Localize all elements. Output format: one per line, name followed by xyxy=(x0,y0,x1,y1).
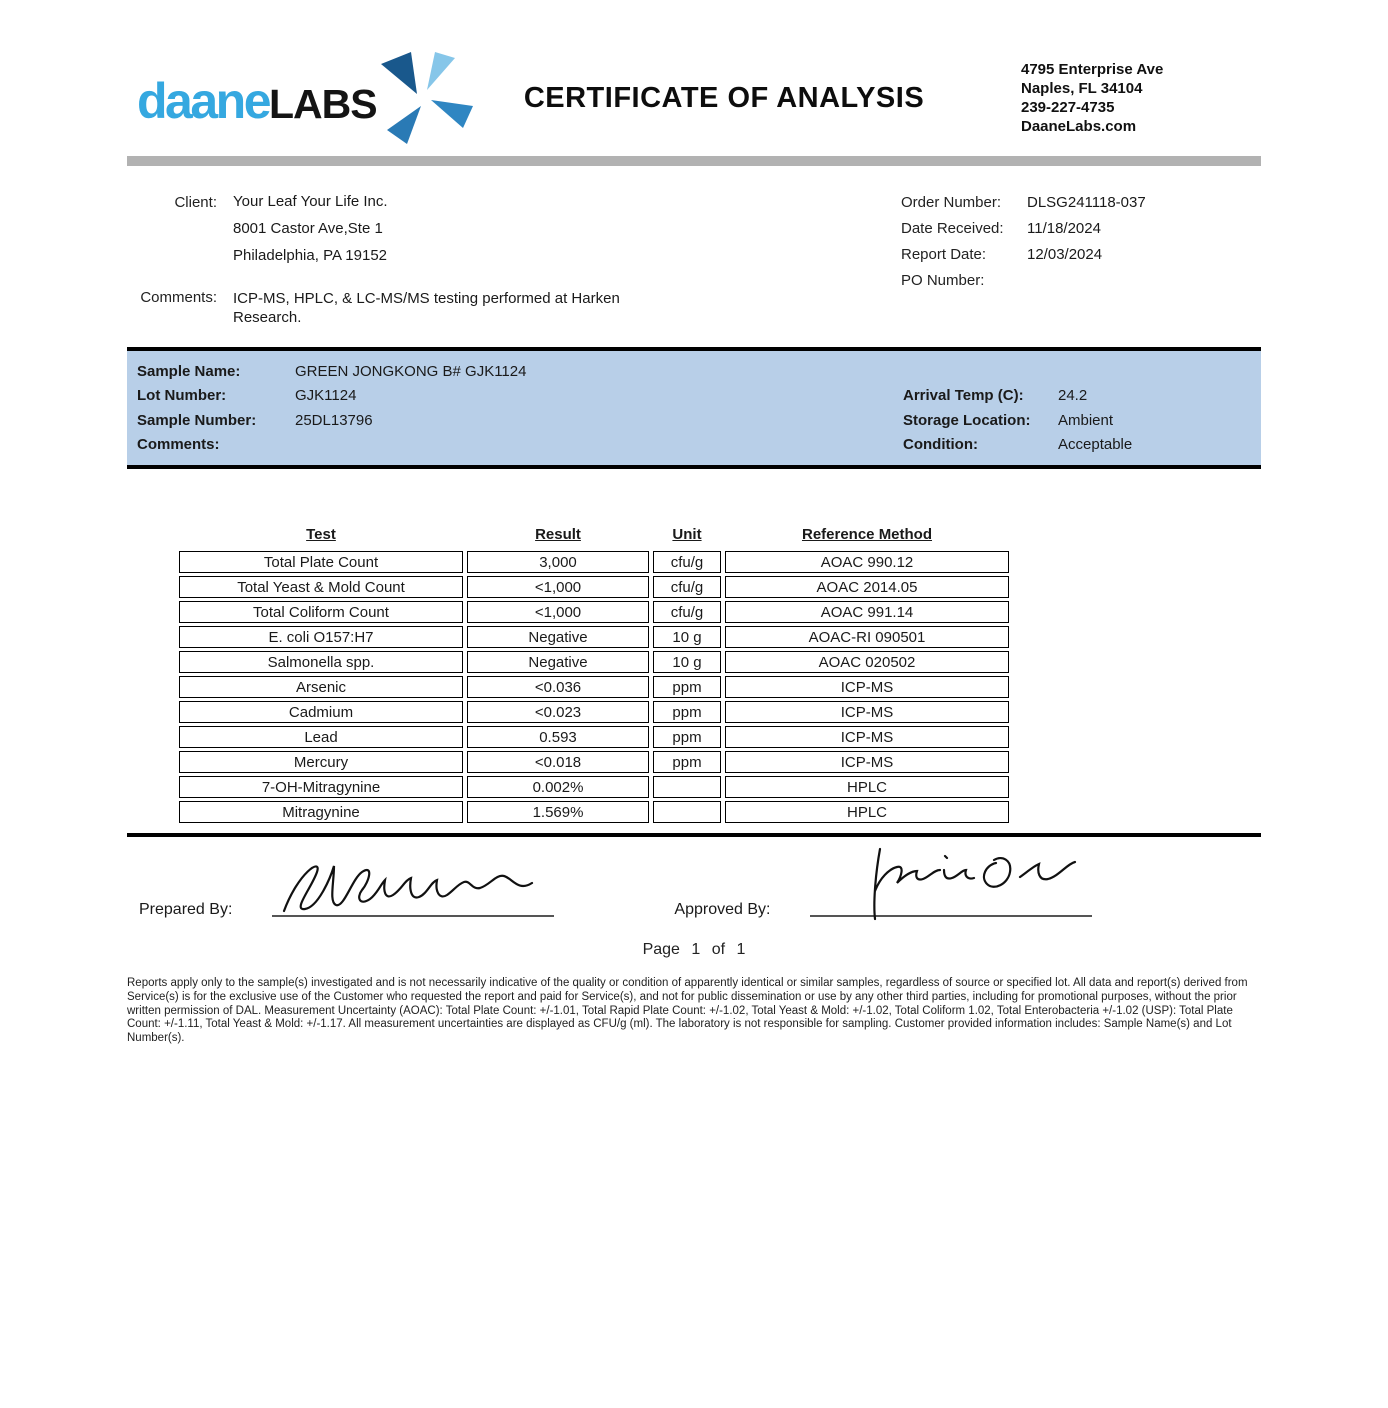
po-number-label: PO Number: xyxy=(901,272,985,289)
lab-address-line: Naples, FL 34104 xyxy=(1021,80,1143,97)
result-cell-test: Total Plate Count xyxy=(179,551,463,573)
result-row xyxy=(179,651,1009,673)
logo-star-icon xyxy=(375,48,479,152)
sample-comments-row xyxy=(137,433,757,458)
result-cell-result: 1.569% xyxy=(467,801,649,823)
report-date-label: Report Date: xyxy=(901,246,987,263)
comments-label: Comments: xyxy=(140,289,217,306)
comments-row xyxy=(127,289,767,327)
lab-address xyxy=(1021,60,1261,136)
result-cell-unit: cfu/g xyxy=(653,576,721,598)
spacer xyxy=(903,359,1253,384)
client-block xyxy=(127,194,767,327)
logo-wordmark xyxy=(137,72,377,130)
order-row xyxy=(901,195,1261,211)
page-number: Page 1 of 1 xyxy=(642,941,746,958)
result-cell-test: Mitragynine xyxy=(179,801,463,823)
result-cell-test: Cadmium xyxy=(179,701,463,723)
client-street: 8001 Castor Ave,Ste 1 xyxy=(233,220,383,237)
result-cell-test: E. coli O157:H7 xyxy=(179,626,463,648)
result-row xyxy=(179,551,1009,573)
result-cell-result: <0.036 xyxy=(467,676,649,698)
test-column-header: Test xyxy=(306,526,336,543)
condition-row xyxy=(903,433,1253,458)
lot-number-label: Lot Number: xyxy=(137,387,227,405)
result-column-header: Result xyxy=(535,526,581,543)
prepared-by-label: Prepared By: xyxy=(139,901,233,918)
result-cell-test: 7-OH-Mitragynine xyxy=(179,776,463,798)
result-cell-unit: 10 g xyxy=(653,626,721,648)
result-cell-method: ICP-MS xyxy=(725,751,1009,773)
results-table-body xyxy=(179,551,1009,823)
arrival-temp-row xyxy=(903,384,1253,409)
result-cell-test: Total Yeast & Mold Count xyxy=(179,576,463,598)
result-cell-method: ICP-MS xyxy=(725,726,1009,748)
result-cell-unit: ppm xyxy=(653,701,721,723)
approved-signature-block xyxy=(810,915,1092,925)
approved-signature xyxy=(810,843,1090,923)
result-cell-unit: 10 g xyxy=(653,651,721,673)
sample-number-row xyxy=(137,408,757,433)
lab-address-line: 239-227-4735 xyxy=(1021,99,1115,116)
condition-value: Acceptable xyxy=(1058,436,1133,454)
result-cell-method: AOAC 990.12 xyxy=(725,551,1009,573)
sample-info-left xyxy=(137,359,757,457)
lab-address-line: DaaneLabs.com xyxy=(1021,118,1137,135)
info-section xyxy=(127,194,1261,327)
lot-number-row xyxy=(137,384,757,409)
result-cell-test: Mercury xyxy=(179,751,463,773)
client-address xyxy=(233,194,388,275)
client-label: Client: xyxy=(174,194,217,211)
results-section xyxy=(175,521,1261,826)
sample-name-value: GREEN JONGKONG B# GJK1124 xyxy=(295,362,527,380)
sample-info-right xyxy=(903,359,1253,457)
client-row xyxy=(127,194,767,275)
storage-location-row xyxy=(903,408,1253,433)
results-table xyxy=(175,521,1013,826)
unit-column-header: Unit xyxy=(672,526,702,543)
date-received-label: Date Received: xyxy=(901,220,1004,237)
sample-info-block xyxy=(127,347,1261,469)
order-row xyxy=(901,273,1261,289)
result-cell-method: AOAC 020502 xyxy=(725,651,1009,673)
result-cell-test: Arsenic xyxy=(179,676,463,698)
storage-location-value: Ambient xyxy=(1058,411,1114,429)
arrival-temp-label: Arrival Temp (C): xyxy=(903,387,1024,405)
client-name: Your Leaf Your Life Inc. xyxy=(233,193,388,210)
storage-location-label: Storage Location: xyxy=(903,411,1031,429)
result-row xyxy=(179,776,1009,798)
result-row xyxy=(179,726,1009,748)
result-row xyxy=(179,601,1009,623)
logo-daane-text: daane xyxy=(137,73,270,129)
method-column-header: Reference Method xyxy=(801,526,933,543)
prepared-signature-block xyxy=(272,915,554,925)
result-cell-method: ICP-MS xyxy=(725,676,1009,698)
sample-comments-label: Comments: xyxy=(137,436,220,454)
prepared-signature xyxy=(272,855,542,921)
daanelabs-logo xyxy=(127,50,427,140)
sample-name-label: Sample Name: xyxy=(137,362,241,380)
date-received-value: 11/18/2024 xyxy=(1027,220,1101,237)
client-city: Philadelphia, PA 19152 xyxy=(233,247,388,264)
sample-number-value: 25DL13796 xyxy=(295,411,373,429)
result-cell-result: Negative xyxy=(467,626,649,648)
result-row xyxy=(179,801,1009,823)
sample-number-label: Sample Number: xyxy=(137,411,257,429)
result-cell-test: Salmonella spp. xyxy=(179,651,463,673)
result-cell-result: Negative xyxy=(467,651,649,673)
result-cell-method: HPLC xyxy=(725,801,1009,823)
result-cell-unit: cfu/g xyxy=(653,601,721,623)
result-cell-test: Lead xyxy=(179,726,463,748)
header xyxy=(127,0,1261,150)
result-cell-result: <0.018 xyxy=(467,751,649,773)
result-cell-method: AOAC 991.14 xyxy=(725,601,1009,623)
order-number-value: DLSG241118-037 xyxy=(1027,194,1146,211)
report-date-value: 12/03/2024 xyxy=(1027,246,1103,263)
section-divider xyxy=(127,833,1261,837)
result-cell-method: AOAC-RI 090501 xyxy=(725,626,1009,648)
result-cell-result: <1,000 xyxy=(467,601,649,623)
result-row xyxy=(179,751,1009,773)
comments-value: ICP-MS, HPLC, & LC-MS/MS testing performed at Harken Research. xyxy=(233,290,620,326)
signatures-section xyxy=(127,845,1261,925)
header-divider xyxy=(127,156,1261,166)
results-header-row xyxy=(179,524,1009,548)
arrival-temp-value: 24.2 xyxy=(1058,387,1088,405)
result-cell-unit: cfu/g xyxy=(653,551,721,573)
sample-name-row xyxy=(137,359,757,384)
lot-number-value: GJK1124 xyxy=(295,387,357,405)
result-cell-result: 0.593 xyxy=(467,726,649,748)
result-row xyxy=(179,626,1009,648)
result-cell-unit: ppm xyxy=(653,726,721,748)
result-cell-method: ICP-MS xyxy=(725,701,1009,723)
result-row xyxy=(179,701,1009,723)
disclaimer-text: Reports apply only to the sample(s) investigated and is not necessarily indicative of the quality or condition of apparently identical or similar samples, regardless of source or specified lot. All data and report(s) derived from Service(s) is for the exclusive use of the Customer who requested the report and paid for Service(s), and not for public dissemination or use by any other third parties, including for promotional purposes, without the prior written permission of DAL. Measurement Uncertainty (AOAC): Total Plate Count: +/-1.01, Total Rapid Plate Count: +/-1.02, Total Yeast & Mold: +/-1.02, Total Coliform 1.02, Total Enterobacteria +/-1.02 (USP): Total Plate Count: +/-1.11, Total Yeast & Mold: +/-1.17. All measurement uncertainties are displayed as CFU/g (ml). The laboratory is not responsible for sampling. Customer provided information includes: Sample Name(s) and Lot Number(s). xyxy=(127,977,1248,1045)
order-row xyxy=(901,247,1261,263)
result-cell-unit xyxy=(653,801,721,823)
condition-label: Condition: xyxy=(903,436,978,454)
result-cell-method: AOAC 2014.05 xyxy=(725,576,1009,598)
result-cell-result: 3,000 xyxy=(467,551,649,573)
result-cell-unit xyxy=(653,776,721,798)
result-cell-result: <0.023 xyxy=(467,701,649,723)
result-row xyxy=(179,576,1009,598)
order-block xyxy=(901,195,1261,327)
result-cell-test: Total Coliform Count xyxy=(179,601,463,623)
result-cell-result: <1,000 xyxy=(467,576,649,598)
order-number-label: Order Number: xyxy=(901,194,1002,211)
result-cell-method: HPLC xyxy=(725,776,1009,798)
result-row xyxy=(179,676,1009,698)
result-cell-unit: ppm xyxy=(653,676,721,698)
approved-by-label: Approved By: xyxy=(674,901,771,918)
order-row xyxy=(901,221,1261,237)
document-title: CERTIFICATE OF ANALYSIS xyxy=(523,82,925,114)
result-cell-result: 0.002% xyxy=(467,776,649,798)
result-cell-unit: ppm xyxy=(653,751,721,773)
lab-address-line: 4795 Enterprise Ave xyxy=(1021,61,1164,78)
logo-labs-text: LABS xyxy=(269,81,377,127)
